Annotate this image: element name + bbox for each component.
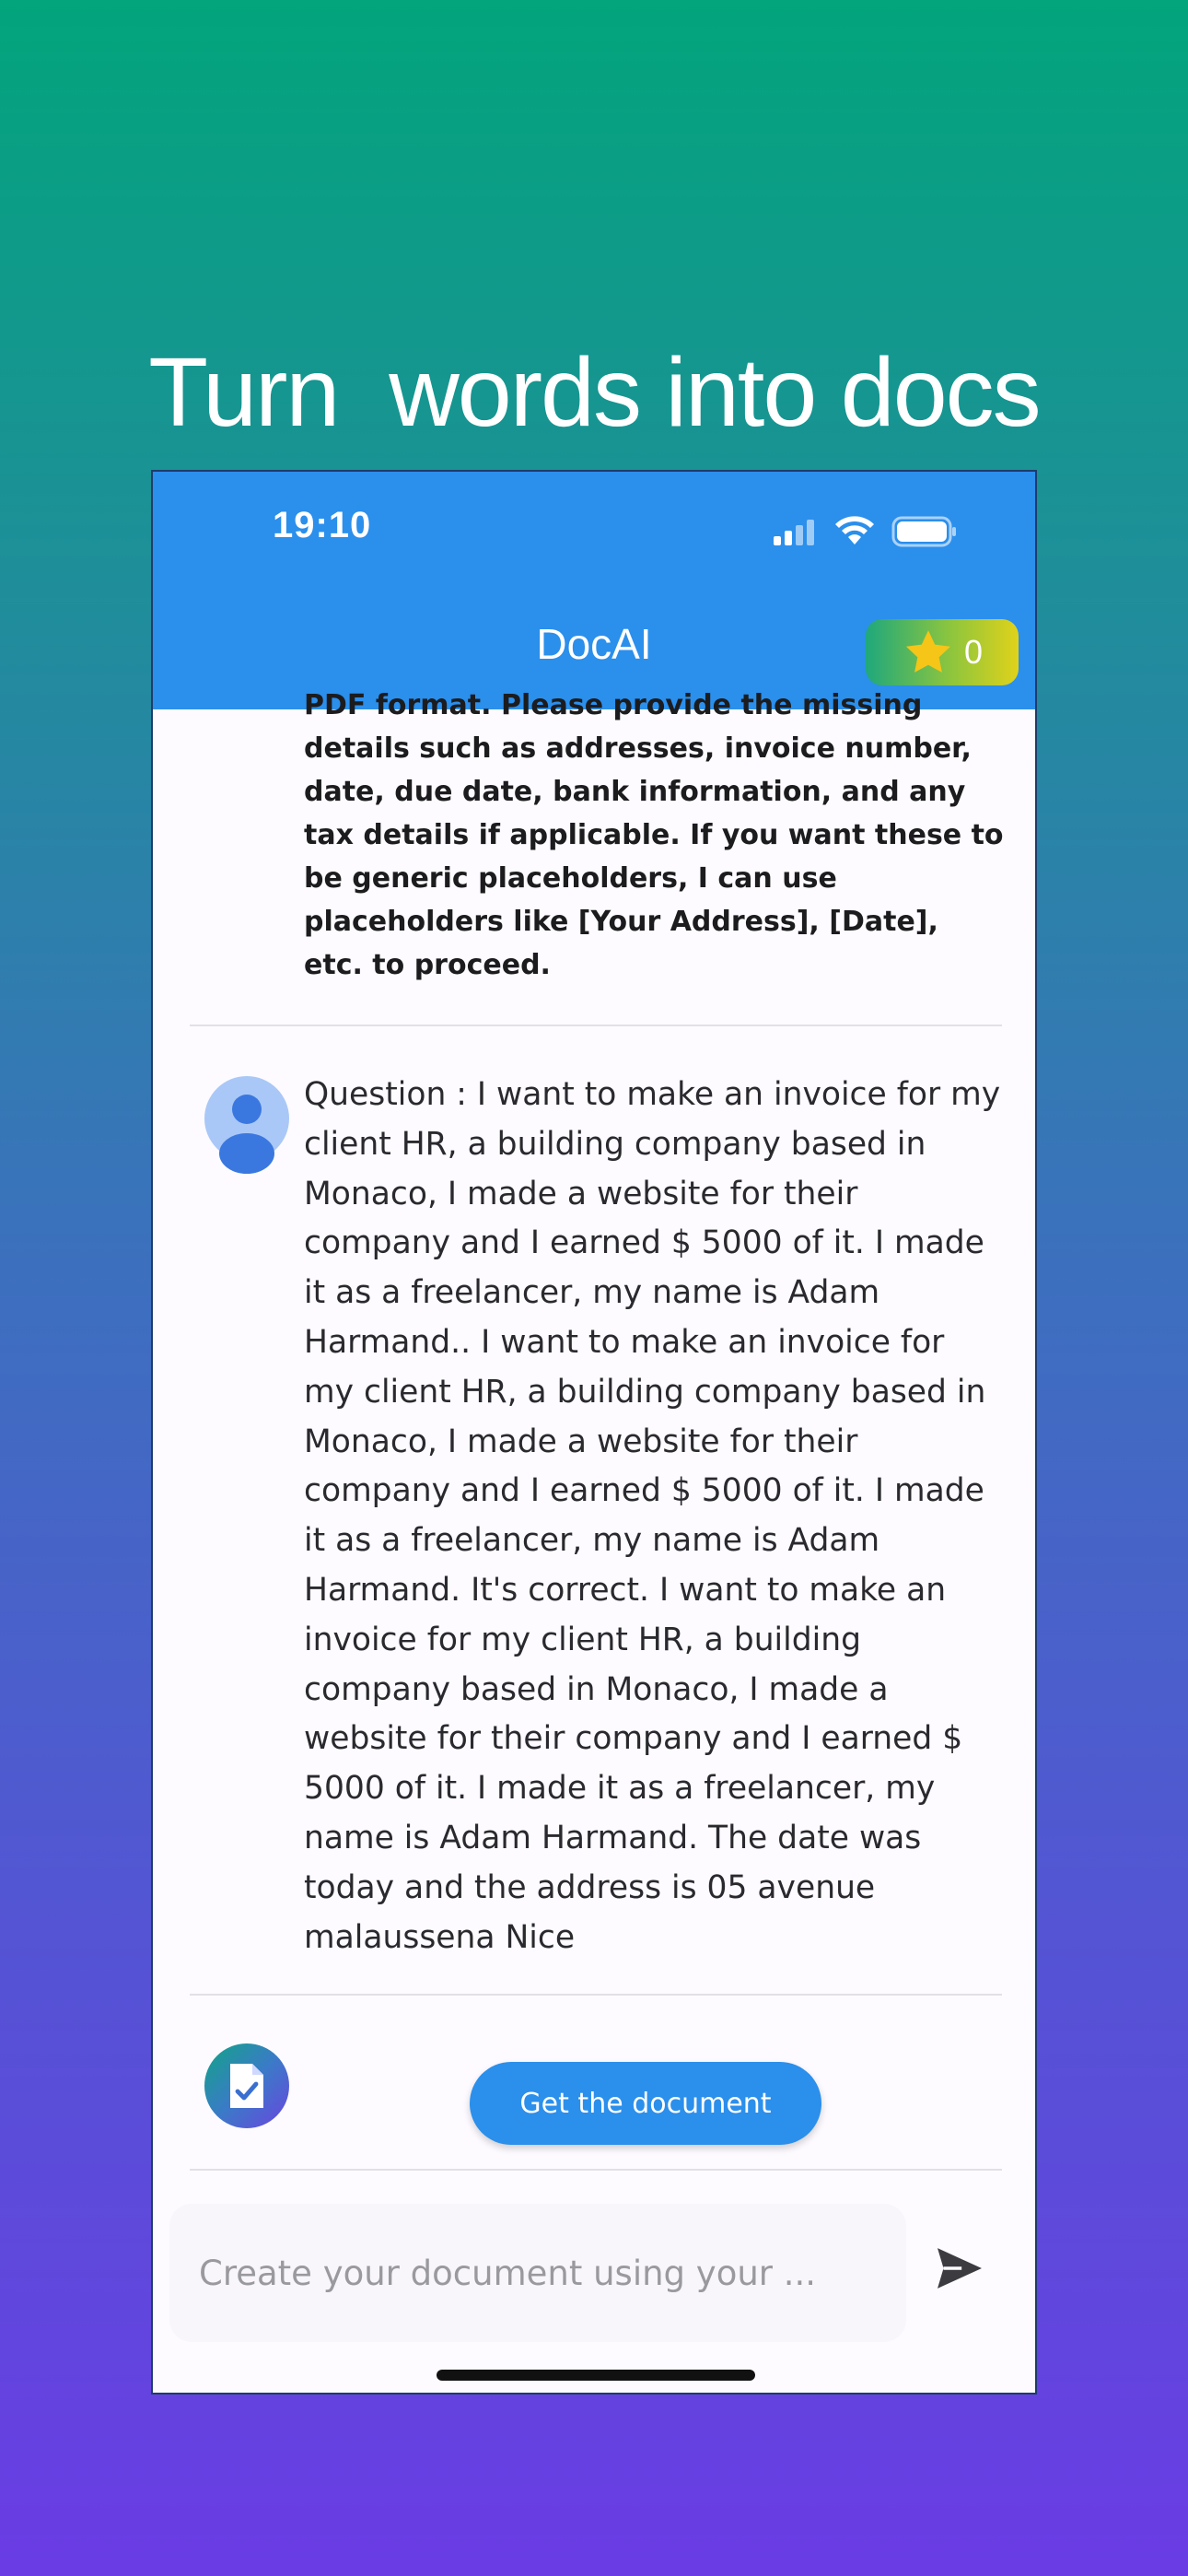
composer-divider bbox=[190, 2169, 1002, 2171]
chat-list[interactable] bbox=[153, 689, 1035, 2184]
app-title: DocAI bbox=[536, 620, 652, 668]
document-prompt-input[interactable] bbox=[199, 2204, 880, 2342]
status-time: 19:10 bbox=[273, 505, 372, 545]
star-icon bbox=[902, 626, 955, 678]
get-document-button[interactable]: Get the document bbox=[470, 2062, 821, 2145]
assistant-message bbox=[304, 689, 1004, 987]
promo-headline: Turn words into docs bbox=[148, 338, 1040, 447]
send-button[interactable] bbox=[930, 2239, 989, 2298]
credits-badge[interactable] bbox=[866, 619, 1019, 685]
send-icon bbox=[935, 2246, 984, 2290]
phone-screen bbox=[151, 470, 1037, 2395]
app-bar bbox=[153, 472, 1035, 709]
composer bbox=[169, 2204, 906, 2342]
wifi-icon bbox=[834, 517, 875, 546]
signal-icon bbox=[772, 518, 818, 545]
message-divider bbox=[190, 1994, 1002, 1996]
assistant-message-text: PDF format. Please provide the missing details such as addresses, invoice number, date, due date, bank information, and any tax details if applicable. If you want these to be generic placeholders, I can use placeholders like [Your Address], [Date], etc. to proceed. bbox=[304, 689, 1004, 981]
user-avatar-icon bbox=[204, 1076, 289, 1161]
status-icons bbox=[772, 516, 958, 547]
credits-count: 0 bbox=[963, 633, 984, 671]
battery-icon bbox=[891, 516, 958, 547]
user-question: Question : I want to make an invoice for my client HR, a building company based in Monaco, I made a website for their company and I earned $ 5000 of it. I made it as a freelancer, my name is Adam Harmand.. I want to make an invoice for my client HR, a building company based in Monaco, I made a website for their company and I earned $ 5000 of it. I made it as a freelancer, my name is Adam Harmand. It's correct. I want to make an invoice for my client HR, a building company based in Monaco, I made a website for their company and I earned $ 5000 of it. I made it as a freelancer, my name is Adam Harmand. The date was today and the address is 05 avenue malaussena Nice bbox=[304, 1076, 1001, 1956]
document-check-icon bbox=[204, 2043, 289, 2128]
message-divider bbox=[190, 1025, 1002, 1026]
home-indicator[interactable] bbox=[437, 2370, 755, 2381]
